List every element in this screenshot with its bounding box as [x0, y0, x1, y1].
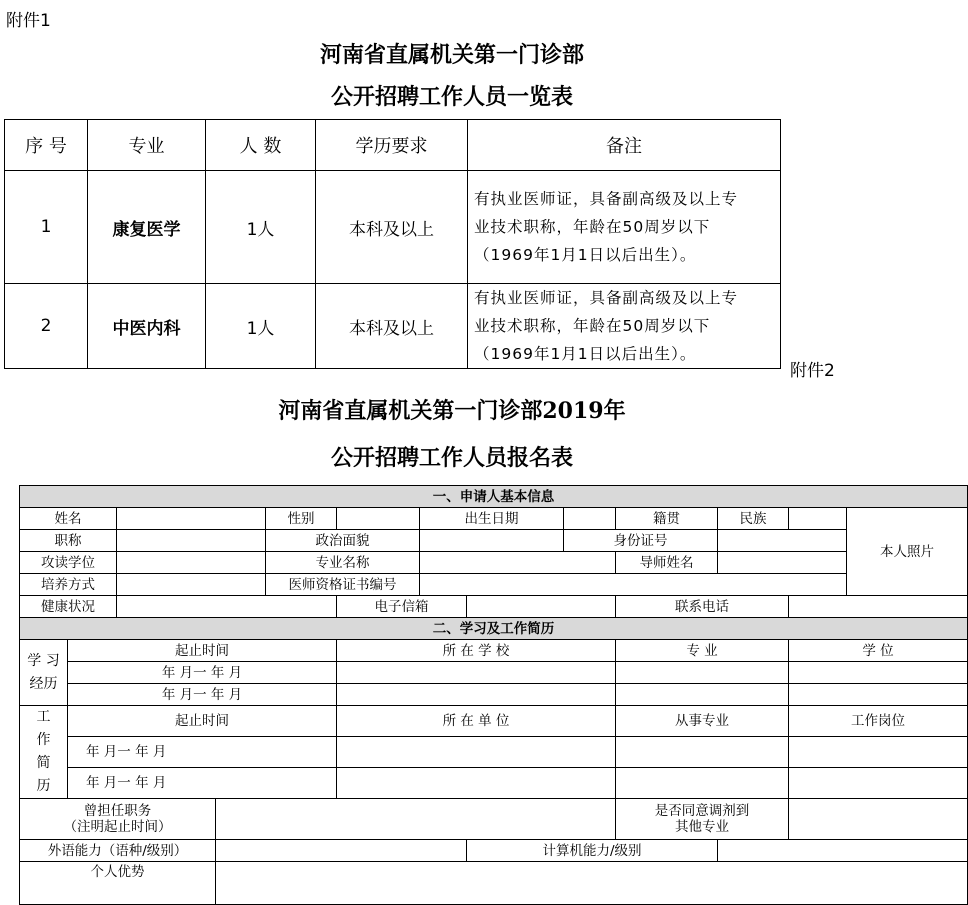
study-school-field[interactable] — [337, 684, 616, 706]
work-major-header: 从事专业 — [616, 706, 789, 737]
study-history-label: 学 习 经历 — [20, 640, 68, 706]
label-strengths: 个人优势 — [20, 862, 216, 905]
table-header-row — [5, 120, 781, 171]
work-unit-field[interactable] — [337, 768, 616, 799]
work-label-char: 历 — [36, 778, 51, 794]
work-post-field[interactable] — [789, 737, 968, 768]
label-advisor: 导师姓名 — [616, 552, 718, 574]
transfer-line: 是否同意调剂到 — [654, 803, 750, 819]
field-gender[interactable] — [337, 508, 420, 530]
recruitment-table — [4, 119, 781, 369]
label-language: 外语能力（语种/级别） — [20, 840, 216, 862]
note-line: （1969年1月1日以后出生）。 — [474, 246, 697, 264]
label-email: 电子信箱 — [337, 596, 467, 618]
study-major-field[interactable] — [616, 684, 789, 706]
field-advisor[interactable] — [718, 552, 847, 574]
note-line: 有执业医师证，具备副高级及以上专 — [474, 289, 739, 307]
study-degree-field[interactable] — [789, 662, 968, 684]
work-label-char: 简 — [36, 755, 51, 771]
work-label-char: 工 — [36, 709, 51, 725]
study-degree-field[interactable] — [789, 684, 968, 706]
field-ethnicity[interactable] — [789, 508, 847, 530]
table-row — [5, 284, 781, 369]
note-line: 有执业医师证，具备副高级及以上专 — [474, 190, 739, 208]
work-period-header: 起止时间 — [68, 706, 337, 737]
label-major-name: 专业名称 — [266, 552, 420, 574]
row-note — [468, 284, 781, 369]
field-title-rank[interactable] — [117, 530, 266, 552]
field-transfer[interactable] — [789, 799, 968, 840]
label-training-mode: 培养方式 — [20, 574, 117, 596]
application-form — [19, 485, 968, 905]
study-school-field[interactable] — [337, 662, 616, 684]
work-history-label — [20, 706, 68, 799]
field-phone[interactable] — [789, 596, 968, 618]
study-major-header: 专 业 — [616, 640, 789, 662]
annex2-title-line1: 河南省直属机关第一门诊部2019年 — [278, 398, 626, 424]
note-line: 业技术职称，年龄在50周岁以下 — [474, 218, 711, 236]
work-date-field[interactable]: 年 月一 年 月 — [68, 768, 337, 799]
study-school-header: 所 在 学 校 — [337, 640, 616, 662]
label-cert-number: 医师资格证书编号 — [266, 574, 420, 596]
section-resume: 二、学习及工作简历 — [20, 618, 968, 640]
label-id-number: 身份证号 — [564, 530, 718, 552]
note-line: （1969年1月1日以后出生）。 — [474, 345, 697, 363]
row-note — [468, 171, 781, 284]
row-count: 1人 — [206, 171, 316, 284]
field-cert-number[interactable] — [420, 574, 847, 596]
previous-post-line: 曾担任职务 — [83, 803, 152, 819]
work-unit-field[interactable] — [337, 737, 616, 768]
field-training-mode[interactable] — [117, 574, 266, 596]
label-phone: 联系电话 — [616, 596, 789, 618]
table-row — [5, 171, 781, 284]
study-major-field[interactable] — [616, 662, 789, 684]
row-major: 中医内科 — [88, 284, 206, 369]
annex1-title-line1: 河南省直属机关第一门诊部 — [319, 42, 584, 68]
field-id-number[interactable] — [718, 530, 847, 552]
row-education: 本科及以上 — [316, 284, 468, 369]
work-major-field[interactable] — [616, 768, 789, 799]
row-no: 2 — [5, 284, 88, 369]
label-name: 姓名 — [20, 508, 117, 530]
work-unit-header: 所 在 单 位 — [337, 706, 616, 737]
field-degree[interactable] — [117, 552, 266, 574]
label-degree: 攻读学位 — [20, 552, 117, 574]
work-date-field[interactable]: 年 月一 年 月 — [68, 737, 337, 768]
field-email[interactable] — [467, 596, 616, 618]
previous-post-line: （注明起止时间） — [63, 819, 172, 835]
label-title-rank: 职称 — [20, 530, 117, 552]
row-major: 康复医学 — [88, 171, 206, 284]
study-period-header: 起止时间 — [68, 640, 337, 662]
label-computer: 计算机能力/级别 — [467, 840, 718, 862]
row-education: 本科及以上 — [316, 171, 468, 284]
annex1-title-line2: 公开招聘工作人员一览表 — [330, 84, 573, 110]
work-label-char: 作 — [36, 732, 51, 748]
study-date-field[interactable]: 年 月一 年 月 — [68, 684, 337, 706]
annex2-label: 附件2 — [790, 361, 835, 381]
field-major-name[interactable] — [420, 552, 616, 574]
field-language[interactable] — [216, 840, 467, 862]
note-line: 业技术职称，年龄在50周岁以下 — [474, 317, 711, 335]
work-post-field[interactable] — [789, 768, 968, 799]
label-birth-date: 出生日期 — [420, 508, 564, 530]
field-strengths[interactable] — [216, 862, 968, 905]
work-major-field[interactable] — [616, 737, 789, 768]
transfer-line: 其他专业 — [675, 819, 729, 835]
photo-box[interactable]: 本人照片 — [847, 508, 968, 596]
label-gender: 性别 — [266, 508, 337, 530]
field-political-status[interactable] — [420, 530, 564, 552]
field-computer[interactable] — [718, 840, 968, 862]
field-birth-date[interactable] — [564, 508, 616, 530]
field-name[interactable] — [117, 508, 266, 530]
header-note: 备注 — [468, 120, 781, 171]
annex1-label: 附件1 — [6, 11, 51, 31]
field-previous-post[interactable] — [216, 799, 616, 840]
header-education: 学历要求 — [316, 120, 468, 171]
header-no: 序 号 — [5, 120, 88, 171]
row-count: 1人 — [206, 284, 316, 369]
study-date-field[interactable]: 年 月一 年 月 — [68, 662, 337, 684]
study-degree-header: 学 位 — [789, 640, 968, 662]
header-major: 专业 — [88, 120, 206, 171]
field-health[interactable] — [117, 596, 337, 618]
row-no: 1 — [5, 171, 88, 284]
annex2-title-line2: 公开招聘工作人员报名表 — [330, 445, 573, 471]
label-previous-post — [20, 799, 216, 840]
label-transfer — [616, 799, 789, 840]
work-post-header: 工作岗位 — [789, 706, 968, 737]
label-political-status: 政治面貌 — [266, 530, 420, 552]
section-basic-info: 一、申请人基本信息 — [20, 486, 968, 508]
label-health: 健康状况 — [20, 596, 117, 618]
label-ethnicity: 民族 — [718, 508, 789, 530]
label-native-place: 籍贯 — [616, 508, 718, 530]
header-count: 人 数 — [206, 120, 316, 171]
